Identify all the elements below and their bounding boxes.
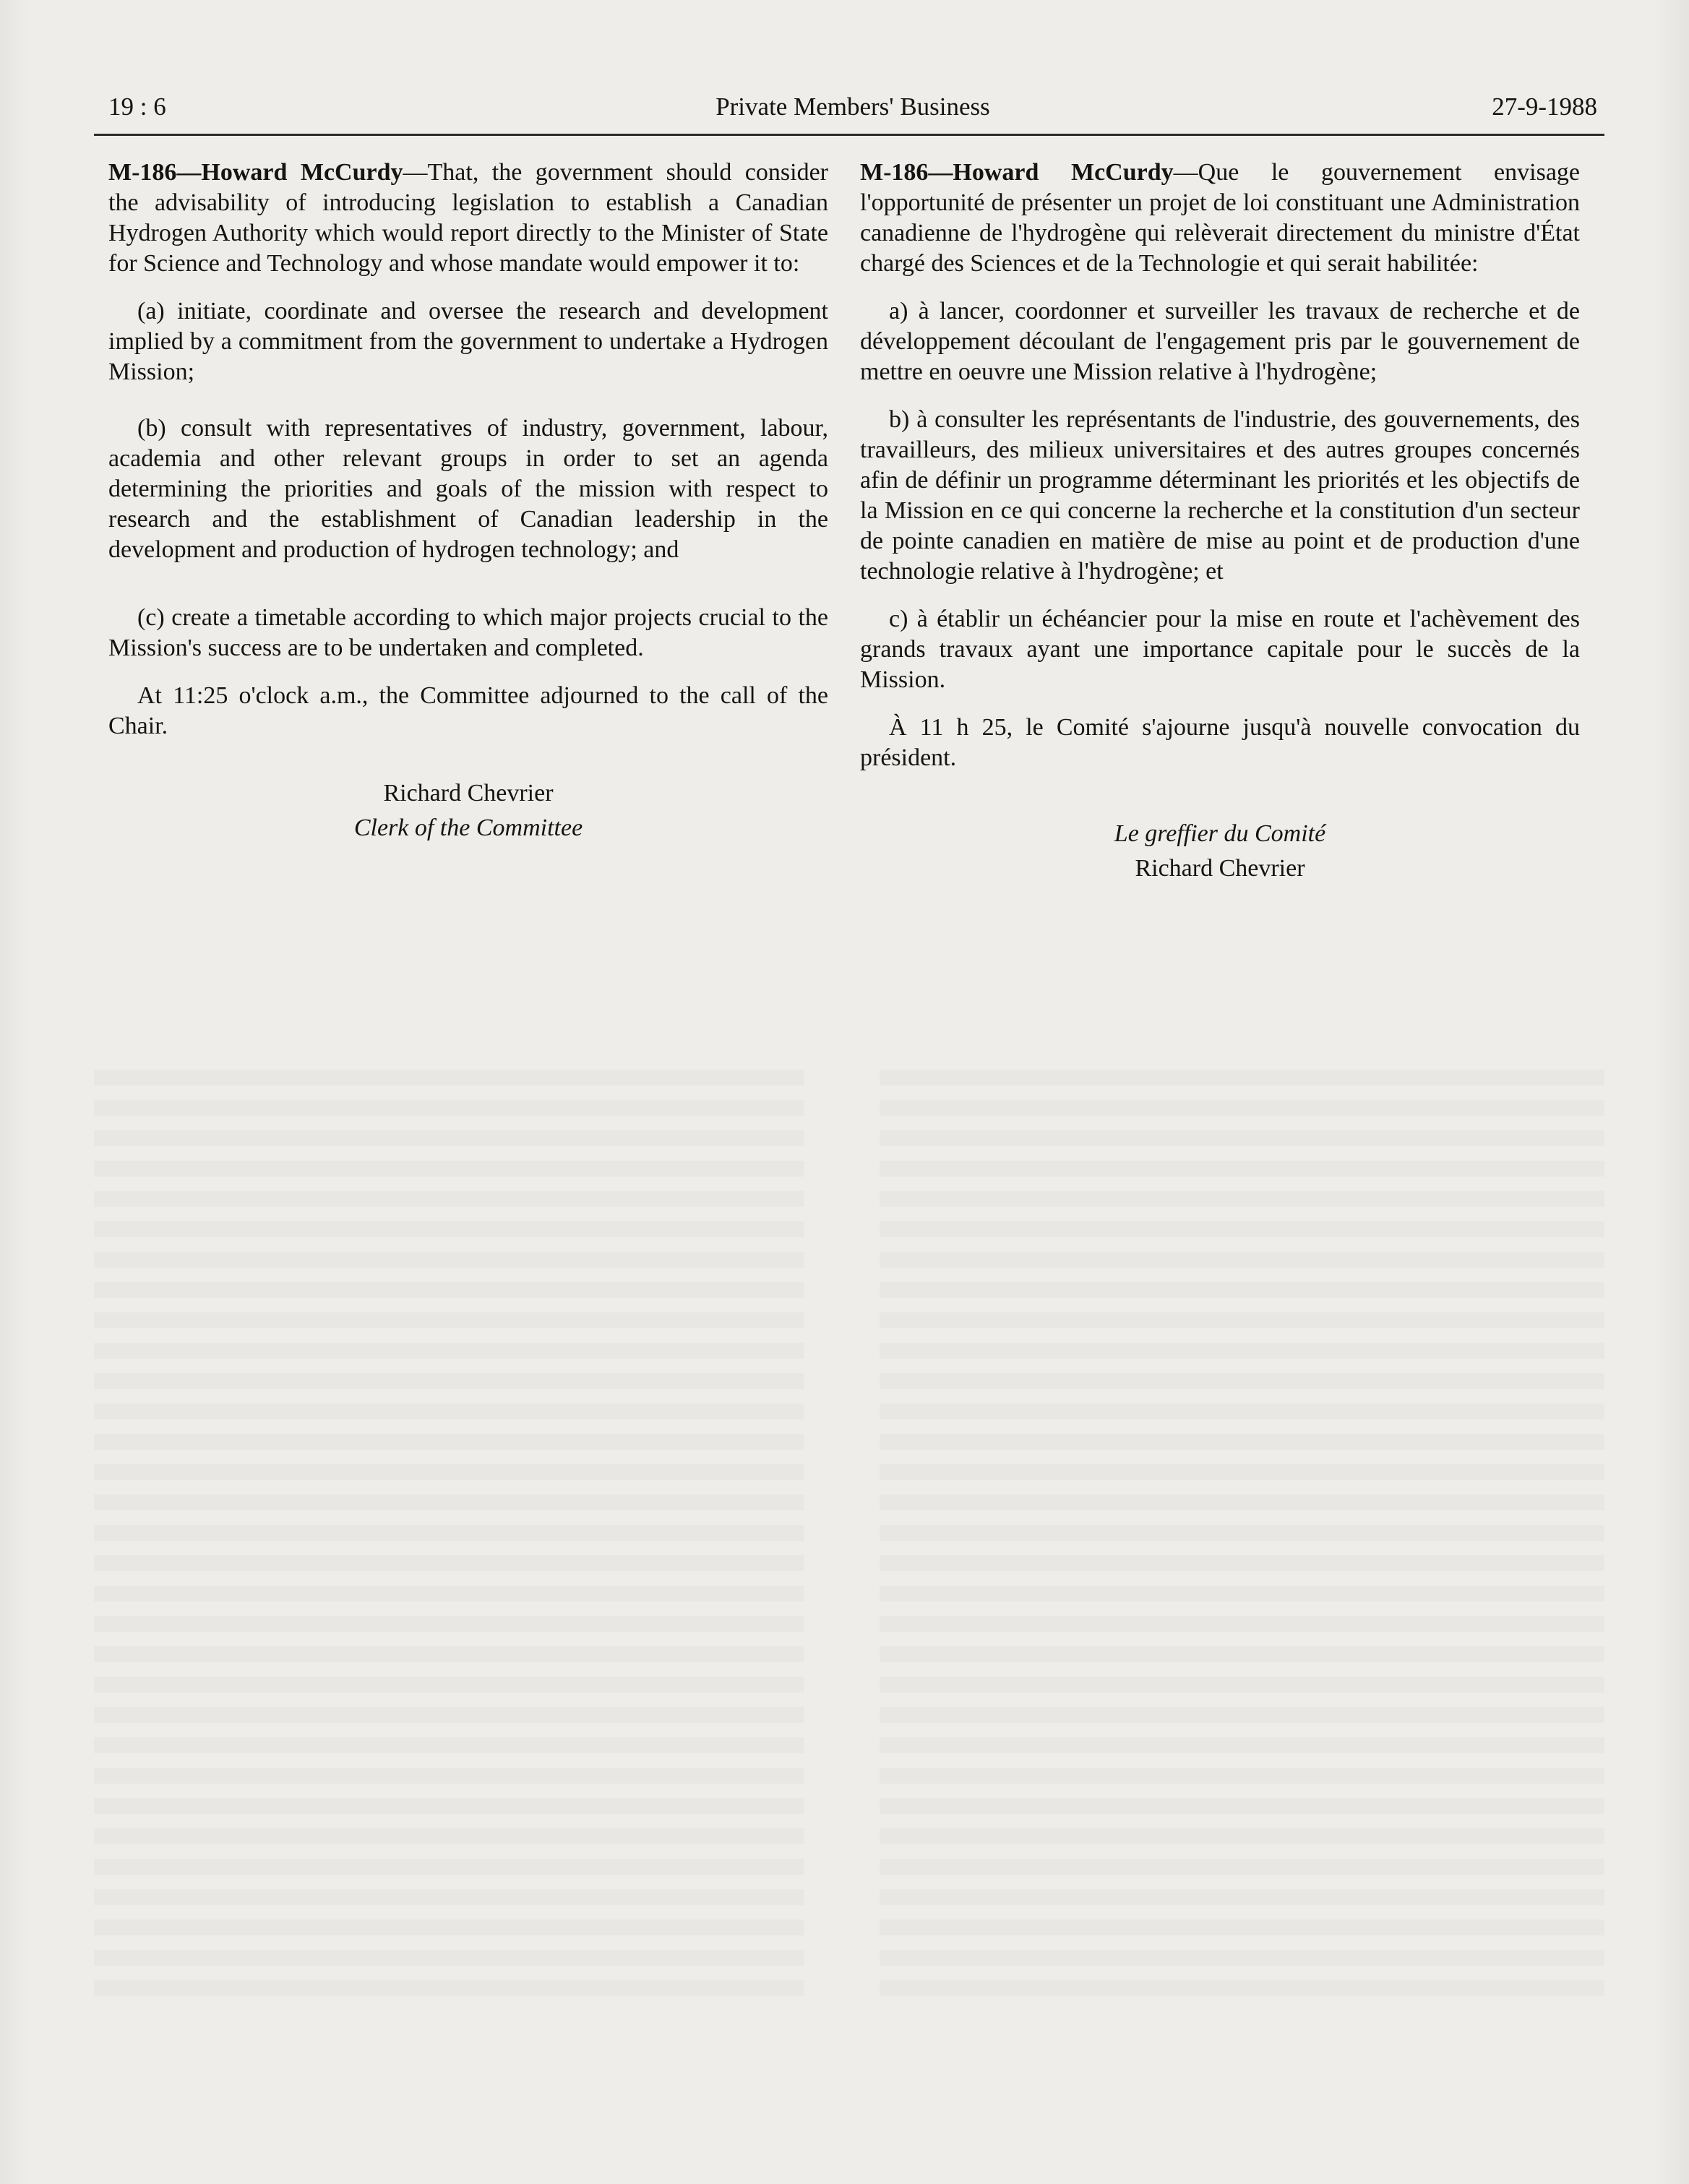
motion-text-en: —That, the government should consider the advisability of introducing legislation to establish a Canadian Hydrogen Authority which would report directly to the Minister of State for Science and Technology and whose mandate would empower it to: [108,159,828,277]
page-header [108,85,1597,129]
page-number: 19 : 6 [108,93,166,121]
item-a-fr: a) à lancer, coordonner et surveiller les travaux de recherche et de développement découlant de l'engagement pris par le gouvernement de mettre en oeuvre une Mission relative à l'hydrogène; [860,298,1580,385]
motion-mover-en: M-186—Howard McCurdy [108,159,403,186]
english-column [108,158,828,846]
motion-text-fr: —Que le gouvernement envisage l'opportunité de présenter un projet de loi constituant une Administration canadienne de l'hydrogène qui relèverait directement du ministre d'État chargé des Sciences et de la Technologie et qui serait habilitée: [860,159,1580,277]
signature-name-fr: Richard Chevrier [1135,855,1305,882]
motion-paragraph-fr [860,158,1580,279]
adjournment-fr: À 11 h 25, le Comité s'ajourne jusqu'à nouvelle convocation du président. [860,714,1580,771]
motion-mover-fr: M-186—Howard McCurdy [860,159,1174,186]
item-b-fr: b) à consulter les représentants de l'industrie, des gouvernements, des travailleurs, des milieux universitaires et des autres groupes concernés afin de définir un programme déterminant les priorités et les objectifs de la Mission en ce qui concerne la recherche et la constitution d'un secteur de pointe canadien en matière de mise au point et de production d'une technologie relative à l'hydrogène; et [860,406,1580,585]
signature-name-en: Richard Chevrier [383,780,554,807]
motion-paragraph-en [108,158,828,279]
item-a-en: (a) initiate, coordinate and oversee the research and development implied by a commitment from the government to undertake a Hydrogen Mission; [108,298,828,385]
item-c-fr: c) à établir un échéancier pour la mise en route et l'achèvement des grands travaux ayant une importance capitale pour le succès de la Mission. [860,606,1580,693]
signature-block-en [108,776,828,846]
item-c-en: (c) create a timetable according to which major projects crucial to the Mission's success are to be undertaken and completed. [108,604,828,661]
signature-block-fr [860,817,1580,886]
header-rule [94,134,1604,136]
bleed-through-texture [94,1070,1604,2009]
header-date: 27-9-1988 [1492,93,1597,121]
item-b-en: (b) consult with representatives of industry, government, labour, academia and other relevant groups in order to set an agenda determining the priorities and goals of the mission with respect to research and the establishment of Canadian leadership in the development and production of hydrogen technology; and [108,415,828,563]
adjournment-en: At 11:25 o'clock a.m., the Committee adjourned to the call of the Chair. [108,682,828,739]
signature-title-en: Clerk of the Committee [353,814,583,841]
signature-title-fr: Le greffier du Comité [1114,820,1326,847]
running-title: Private Members' Business [715,93,990,121]
french-column [860,158,1580,886]
